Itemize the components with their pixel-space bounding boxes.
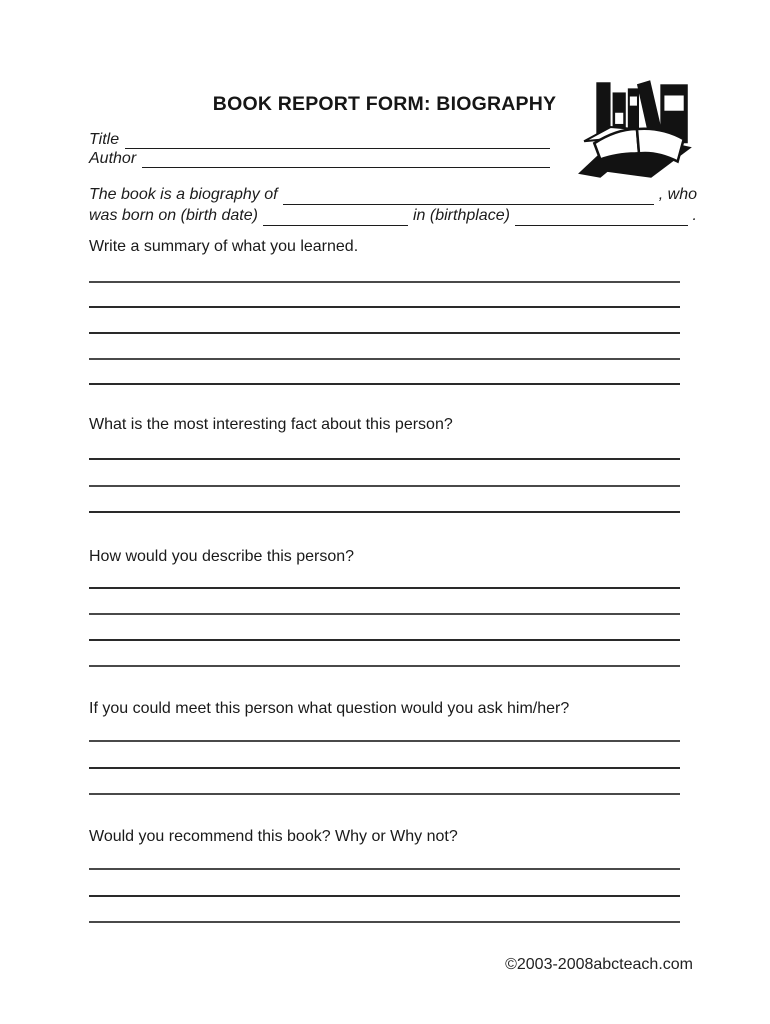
writing-line	[89, 306, 680, 308]
writing-line	[89, 740, 680, 742]
birth-date-blank	[263, 225, 408, 226]
author-blank-line	[142, 167, 550, 168]
birthplace-label: in (birthplace)	[412, 207, 510, 224]
writing-line	[89, 485, 680, 487]
writing-line	[89, 458, 680, 460]
writing-line	[89, 921, 680, 923]
prompt-describe-person: How would you describe this person?	[89, 548, 355, 565]
writing-line	[89, 665, 680, 667]
title-label: Title	[89, 131, 120, 148]
prompt-summary: Write a summary of what you learned.	[89, 238, 359, 255]
biography-text-after: , who	[658, 186, 697, 203]
author-label: Author	[89, 150, 137, 167]
writing-line	[89, 613, 680, 615]
writing-line	[89, 332, 680, 334]
biography-sentence-line2	[89, 205, 697, 226]
biography-sentence-line1	[89, 184, 697, 205]
writing-line	[89, 358, 680, 360]
prompt-recommend: Would you recommend this book? Why or Why not?	[89, 828, 458, 845]
prompt-question-to-ask: If you could meet this person what question would you ask him/her?	[89, 700, 570, 717]
writing-line	[89, 895, 680, 897]
sentence-period: .	[692, 207, 697, 224]
writing-line	[89, 587, 680, 589]
copyright-text: ©2003-2008abcteach.com	[505, 956, 693, 973]
writing-line	[89, 383, 680, 385]
books-icon	[576, 76, 702, 180]
biography-sentence	[89, 184, 697, 226]
birth-date-label: was born on (birth date)	[89, 207, 258, 224]
writing-line	[89, 793, 680, 795]
writing-line	[89, 639, 680, 641]
writing-line	[89, 281, 680, 283]
writing-line	[89, 767, 680, 769]
birthplace-blank	[515, 225, 688, 226]
writing-line	[89, 511, 680, 513]
biography-text-before: The book is a biography of	[89, 186, 278, 203]
prompt-interesting-fact: What is the most interesting fact about this person?	[89, 416, 453, 433]
writing-line	[89, 868, 680, 870]
title-field-row	[89, 130, 550, 149]
author-field-row	[89, 149, 550, 168]
form-title: BOOK REPORT FORM: BIOGRAPHY	[212, 93, 557, 115]
